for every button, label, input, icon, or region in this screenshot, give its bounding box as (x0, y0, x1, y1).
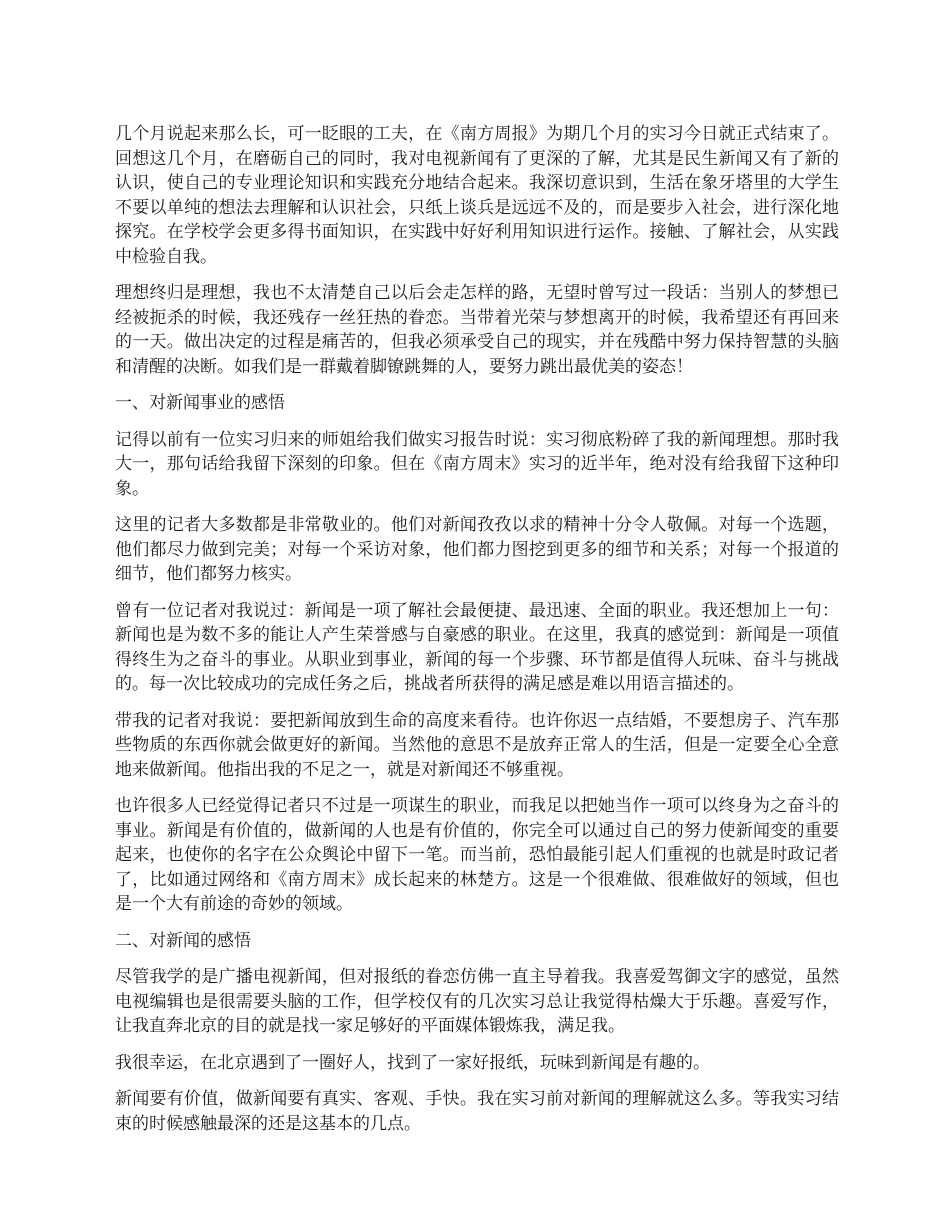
section-heading-career: 一、对新闻事业的感悟 (115, 393, 285, 413)
paragraph-profession: 曾有一位记者对我说过：新闻是一项了解社会最便捷、最迅速、全面的职业。我还想加上一句：新闻也是为数不多的能让人产生荣誉感与自豪感的职业。在这里，我真的感觉到：新闻是一项值得终生为之奋斗的事业。从职业到事业，新闻的每一个步骤、环节都是值得人玩味、奋斗与挑战的。每一次比较成功的完成任务之后，挑战者所获得的满足感是难以用语言描述的。 (115, 600, 839, 694)
paragraph-writing: 尽管我学的是广播电视新闻，但对报纸的眷恋仿佛一直主导着我。我喜爱驾御文字的感觉，虽然电视编辑也是很需要头脑的工作，但学校仅有的几次实习总让我觉得枯燥大于乐趣。喜爱写作，让我直奔北京的目的就是找一家足够好的平面媒体锻炼我，满足我。 (115, 967, 839, 1036)
paragraph-senior-report: 记得以前有一位实习归来的师姐给我们做实习报告时说：实习彻底粉碎了我的新闻理想。那时我大一，那句话给我留下深刻的印象。但在《南方周末》实习的近半年，绝对没有给我留下这种印象。 (115, 429, 839, 499)
paragraph-conclusion: 新闻要有价值，做新闻要有真实、客观、手快。我在实习前对新闻的理解就这么多。等我实习结束的时候感触最深的还是这基本的几点。 (115, 1089, 839, 1134)
paragraph-intro: 几个月说起来那么长，可一眨眼的工夫，在《南方周报》为期几个月的实习今日就正式结束了。回想这几个月，在磨砺自己的同时，我对电视新闻有了更深的了解，尤其是民生新闻又有了新的认识，使自己的专业理论知识和实践充分地结合起来。我深切意识到，生活在象牙塔里的大学生不要以单纯的想法去理解和认识社会，只纸上谈兵是远远不及的，而是要步入社会，进行深化地探究。在学校学会更多得书面知识，在实践中好好利用知识进行运作。接触、了解社会，从实践中检验自我。 (115, 124, 839, 267)
paragraph-lucky: 我很幸运，在北京遇到了一圈好人，找到了一家好报纸，玩味到新闻是有趣的。 (115, 1052, 710, 1073)
document-page (115, 122, 839, 1148)
paragraph-mentor: 带我的记者对我说：要把新闻放到生命的高度来看待。也许你迟一点结婚，不要想房子、汽车那些物质的东西你就会做更好的新闻。当然他的意思不是放弃正常人的生活，但是一定要全心全意地来做新闻。他指出我的不足之一，就是对新闻还不够重视。 (115, 710, 839, 780)
paragraph-value: 也许很多人已经觉得记者只不过是一项谋生的职业，而我足以把她当作一项可以终身为之奋斗的事业。新闻是有价值的，做新闻的人也是有价值的，你完全可以通过自己的努力使新闻变的重要起来，也使你的名字在公众舆论中留下一笔。而当前，恐怕最能引起人们重视的也就是时政记者了，比如通过网络和《南方周末》成长起来的林楚方。这是一个很难做、很难做好的领域，但也是一个大有前途的奇妙的领域。 (115, 796, 839, 914)
paragraph-dedication: 这里的记者大多数都是非常敬业的。他们对新闻孜孜以求的精神十分令人敬佩。对每一个选题，他们都尽力做到完美；对每一个采访对象，他们都力图挖到更多的细节和关系；对每一个报道的细节，他们都努力核实。 (115, 515, 839, 584)
paragraph-ideal: 理想终归是理想，我也不太清楚自己以后会走怎样的路，无望时曾写过一段话：当别人的梦想已经被扼杀的时候，我还残存一丝狂热的眷恋。当带着光荣与梦想离开的时候，我希望还有再回来的一天。做出决定的过程是痛苦的，但我必须承受自己的现实，并在残酷中努力保持智慧的头脑和清醒的决断。如我们是一群戴着脚镣跳舞的人，要努力跳出最优美的姿态！ (115, 283, 839, 377)
section-heading-news: 二、对新闻的感悟 (115, 930, 251, 951)
